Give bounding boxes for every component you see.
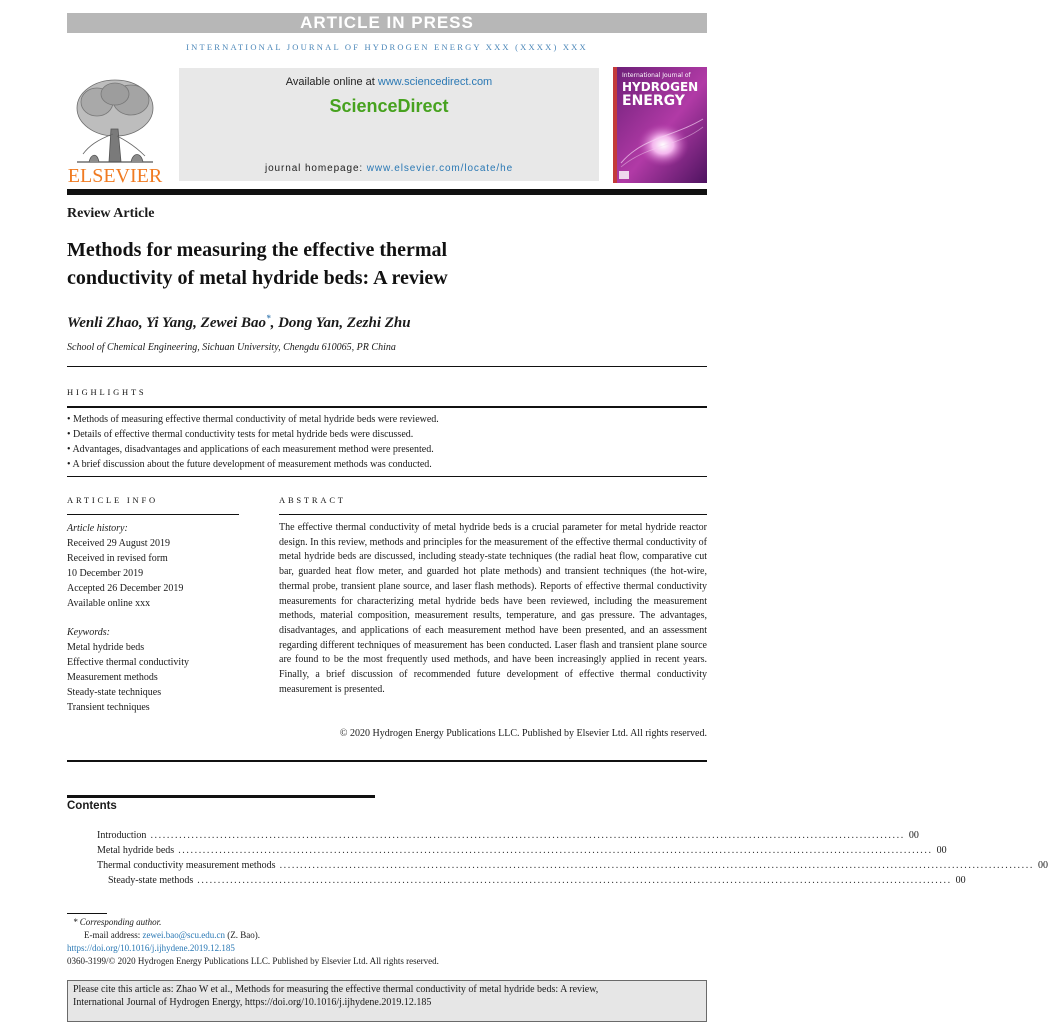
keywords-label: Keywords: [67, 627, 110, 638]
corresponding-author-mark[interactable]: * [266, 313, 271, 323]
toc-leader: ........................................................................................................................................................................................ [279, 860, 1034, 871]
article-in-press-banner: ARTICLE IN PRESS [67, 13, 707, 33]
authors-rest: , Dong Yan, Zezhi Zhu [270, 315, 411, 331]
email-suffix: (Z. Bao). [225, 930, 260, 940]
article-info-panel [67, 521, 247, 715]
toc-label: Introduction [97, 830, 147, 841]
cover-title-energy: ENERGY [622, 93, 685, 109]
doi-link[interactable]: https://doi.org/10.1016/j.ijhydene.2019.12.185 [67, 943, 235, 953]
cover-subtitle: International Journal of [622, 72, 691, 79]
journal-homepage-link[interactable]: www.elsevier.com/locate/he [366, 163, 514, 174]
keyword-item: Measurement methods [67, 672, 158, 683]
available-online-line [179, 76, 599, 88]
journal-running-head: INTERNATIONAL JOURNAL OF HYDROGEN ENERGY XXX (XXXX) XXX [186, 42, 588, 52]
email-prefix: E-mail address: [84, 930, 143, 940]
toc-page: 00 [908, 830, 919, 841]
highlight-item: • Advantages, disadvantages and applications of each measurement method were presented. [67, 444, 434, 455]
history-item: Received in revised form [67, 553, 168, 564]
toc-leader: ........................................................................................................................................................................................ [150, 830, 905, 841]
highlight-item: • Methods of measuring effective thermal conductivity of metal hydride beds were reviewed. [67, 414, 439, 425]
email-line [84, 930, 260, 940]
toc-entry-measurement-methods[interactable] [97, 860, 1048, 871]
history-label: Article history: [67, 523, 128, 534]
toc-entry-steady-state-methods[interactable] [108, 875, 966, 886]
toc-page: 00 [955, 875, 966, 886]
history-item: Accepted 26 December 2019 [67, 583, 184, 594]
history-item: Available online xxx [67, 598, 151, 609]
corresponding-author-note: * Corresponding author. [73, 917, 162, 927]
email-link[interactable]: zewei.bao@scu.edu.cn [142, 930, 225, 940]
homepage-prefix: journal homepage: [264, 163, 367, 174]
highlights-top-rule [67, 406, 707, 408]
sciencedirect-brand: ScienceDirect [329, 96, 449, 116]
keyword-item: Steady-state techniques [67, 687, 162, 698]
keyword-item: Effective thermal conductivity [67, 657, 189, 668]
abstract-text: The effective thermal conductivity of metal hydride beds is a crucial parameter for metal hydride reactor design. In this review, methods and principles for the measurement of the effective thermal conductivity of metal hydride beds are discussed, including steady-state techniques (the radial heat flow, comparative cut bar, guarded heat flow meter, and guarded hot plate methods) and transient techniques (the hot-wire, thermal probe, transient plane source, and laser flash methods). Reports of effective thermal conductivity measurements for characterizing metal hydride beds have been reviewed, including the measurement methods, material composition, measurement results, temperature, and gas pressure. The advantages, disadvantages, and applications of each measurement method have been presented, and an assessment regarding different techniques of measurement has been conducted. Laser flash and transient plane source are found to be the most frequently used methods, and have been increasingly applied in recent years. Finally, a brief discussion of recommended future development of effective thermal conductivity measurement is presented. [279, 522, 707, 695]
toc-leader: ........................................................................................................................................................................................ [178, 845, 933, 856]
toc-label: Metal hydride beds [97, 845, 175, 856]
history-item: Received 29 August 2019 [67, 538, 171, 549]
abstract-heading: ABSTRACT [279, 495, 346, 505]
author-list [67, 313, 411, 332]
issn-copyright: 0360-3199/© 2020 Hydrogen Energy Publications LLC. Published by Elsevier Ltd. All rights reserved. [67, 956, 439, 966]
keyword-item: Transient techniques [67, 702, 150, 713]
toc-page: 00 [1037, 860, 1048, 871]
highlight-item: • Details of effective thermal conductivity tests for metal hydride beds were discussed. [67, 429, 414, 440]
cover-title-hydrogen: HYDROGEN [622, 80, 699, 94]
citation-line-2: International Journal of Hydrogen Energy, https://doi.org/10.1016/j.ijhydene.2019.12.185 [73, 997, 432, 1008]
elsevier-wordmark: ELSEVIER [67, 165, 163, 187]
toc-entry-introduction[interactable] [97, 830, 919, 841]
affiliation: School of Chemical Engineering, Sichuan University, Chengdu 610065, PR China [67, 342, 396, 353]
contents-heading: Contents [67, 800, 117, 812]
highlights-list [67, 412, 707, 472]
article-title [67, 236, 667, 292]
article-type: Review Article [67, 206, 155, 221]
abstract-bottom-rule [67, 760, 707, 762]
toc-label: Thermal conductivity measurement methods [97, 860, 276, 871]
toc-entry-metal-hydride-beds[interactable] [97, 845, 947, 856]
footnote-rule [67, 913, 107, 914]
sciencedirect-link[interactable]: www.sciencedirect.com [377, 76, 493, 88]
article-info-heading: ARTICLE INFO [67, 495, 158, 505]
toc-page: 00 [936, 845, 947, 856]
article-info-rule [67, 514, 239, 515]
citation-text [73, 983, 703, 1009]
toc-leader: ........................................................................................................................................................................................ [197, 875, 952, 886]
citation-line-1: Please cite this article as: Zhao W et al., Methods for measuring the effective thermal conductivity of metal hydride beds: A review, [73, 984, 599, 995]
title-line-2: conductivity of metal hydride beds: A review [67, 267, 448, 289]
title-line-1: Methods for measuring the effective thermal [67, 239, 448, 261]
highlight-item: • A brief discussion about the future development of measurement methods was conducted. [67, 459, 432, 470]
highlights-bottom-rule [67, 476, 707, 477]
abstract-rule [279, 514, 707, 515]
toc-label: Steady-state methods [108, 875, 194, 886]
authors-first: Wenli Zhao, Yi Yang, Zewei Bao [67, 315, 267, 331]
history-item: 10 December 2019 [67, 568, 144, 579]
affiliation-rule [67, 366, 707, 367]
keyword-item: Metal hydride beds [67, 642, 145, 653]
highlights-heading: HIGHLIGHTS [67, 387, 147, 397]
available-online-prefix: Available online at [285, 76, 378, 88]
contents-rule [67, 795, 375, 798]
abstract-copyright: © 2020 Hydrogen Energy Publications LLC. Published by Elsevier Ltd. All rights reserved. [339, 728, 707, 739]
header-rule [67, 189, 707, 195]
journal-homepage-line [179, 163, 599, 174]
